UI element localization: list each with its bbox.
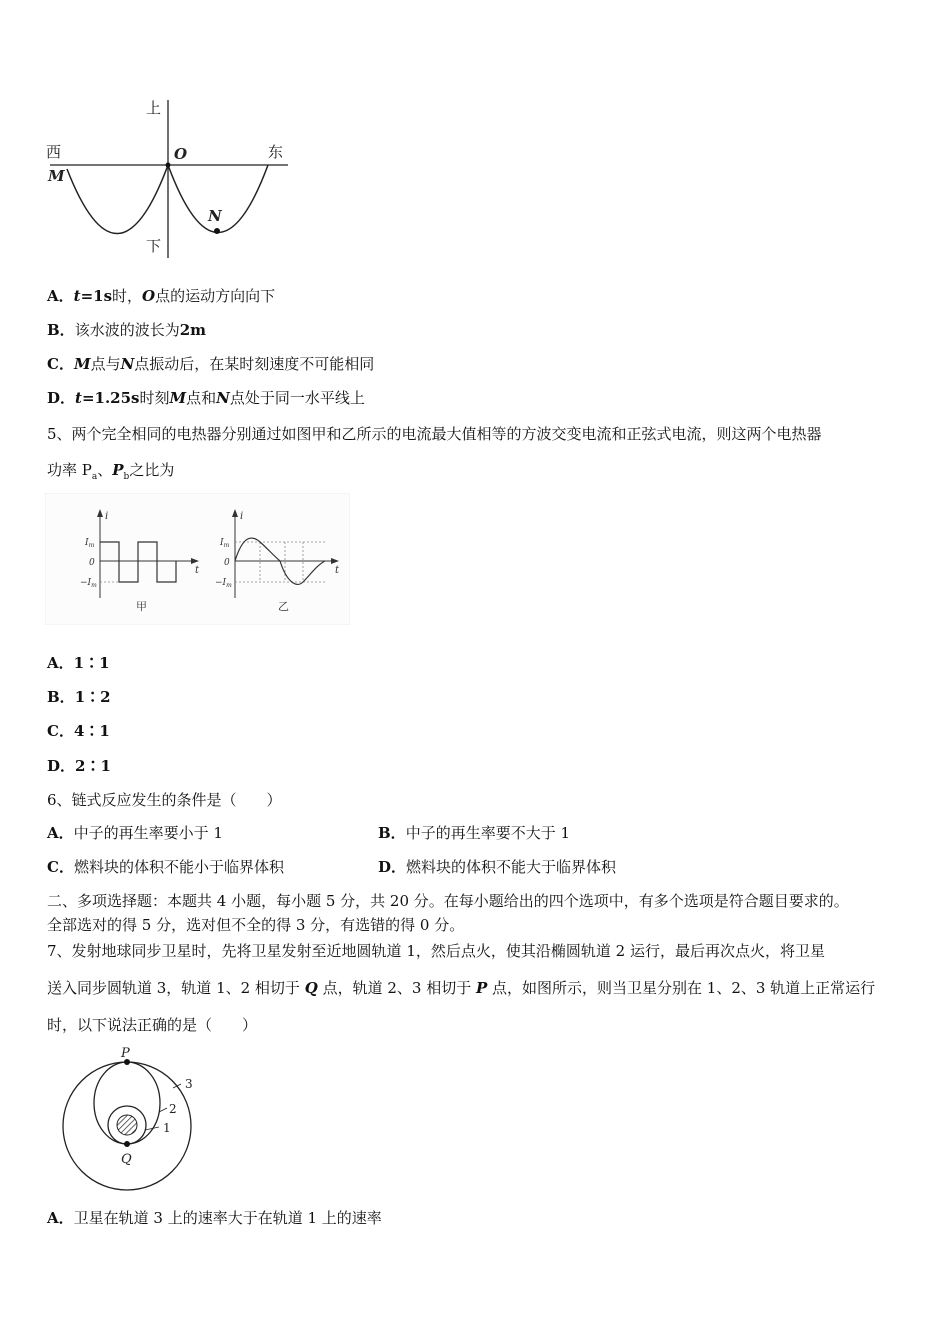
earth (117, 1115, 137, 1135)
q4-option-d: D．t=1.25s时刻M点和N点处于同一水平线上 (47, 389, 365, 407)
label-down: 下 (146, 237, 162, 255)
q7-line2: 送入同步圆轨道 3，轨道 1、2 相切于 Q 点，轨道 2、3 相切于 P 点，如图所示，则当卫星分别在 1、2、3 轨道上正常运行 (47, 979, 876, 997)
sin-negIm-label: $-I_m$ (215, 578, 232, 589)
label-M: M (48, 167, 65, 185)
q4-option-b: B．该水波的波长为2m (47, 321, 207, 339)
sin-t-label: t (335, 565, 340, 576)
sq-Im-label: $I_m$ (85, 538, 95, 549)
q4-option-c: C．M点与N点振动后，在某时刻速度不可能相同 (47, 355, 375, 373)
yi-label: 乙 (278, 600, 289, 613)
q5-stem-line2: 功率 $P_a$、$P_b$之比为 (47, 461, 175, 482)
label-N: N (208, 207, 222, 225)
section2-line1: 二、多项选择题：本题共 4 小题，每小题 5 分，共 20 分。在每小题给出的四个选项中，有多个选项是符合题目要求的。 (47, 892, 849, 910)
label-Q: Q (121, 1152, 132, 1167)
current-figure (45, 493, 350, 625)
q6-option-c: C．燃料块的体积不能小于临界体积 (47, 858, 284, 876)
q6-option-d: D．燃料块的体积不能大于临界体积 (378, 858, 617, 876)
q5-option-d: D．2∶1 (47, 757, 111, 775)
jia-label: 甲 (136, 600, 147, 613)
sin-Im-label: $I_m$ (220, 538, 230, 549)
label-up: 上 (146, 99, 162, 117)
point-O (166, 163, 171, 168)
label-orbit3: 3 (185, 1077, 193, 1091)
wave-figure (40, 95, 300, 265)
q7-line3: 时，以下说法正确的是（ ） (47, 1016, 258, 1034)
point-N (214, 228, 220, 234)
label-west: 西 (46, 143, 62, 161)
label-P: P (121, 1046, 130, 1061)
label-orbit1: 1 (163, 1121, 171, 1135)
sq-i-label: i (105, 511, 109, 522)
q6-option-a: A．中子的再生率要小于 1 (47, 824, 223, 842)
q5-stem-line1: 5、两个完全相同的电热器分别通过如图甲和乙所示的电流最大值相等的方波交变电流和正弦式电流，则这两个电热器 (47, 425, 822, 443)
point-Q (124, 1141, 130, 1147)
label-O: O (174, 145, 188, 163)
q6-option-b: B．中子的再生率要不大于 1 (378, 824, 571, 842)
q5-option-c: C．4∶1 (47, 722, 110, 740)
label-east: 东 (268, 143, 284, 161)
q7-option-a: A．卫星在轨道 3 上的速率大于在轨道 1 上的速率 (47, 1209, 382, 1227)
q5-option-b: B．1∶2 (47, 688, 111, 706)
section2-line2: 全部选对的得 5 分，选对但不全的得 3 分，有选错的得 0 分。 (47, 916, 465, 934)
sin-zero-label: 0 (224, 558, 230, 568)
q5-option-a: A．1∶1 (47, 654, 110, 672)
q4-option-a: A．t=1s时，O点的运动方向向下 (47, 287, 276, 305)
sq-negIm-label: $-I_m$ (80, 578, 97, 589)
orbit-figure (55, 1040, 215, 1205)
sq-t-label: t (195, 565, 200, 576)
sin-i-label: i (240, 511, 244, 522)
q6-stem: 6、链式反应发生的条件是（ ） (47, 791, 282, 809)
sq-zero-label: 0 (89, 558, 95, 568)
label-orbit2: 2 (169, 1102, 177, 1116)
q7-line1: 7、发射地球同步卫星时，先将卫星发射至近地圆轨道 1，然后点火，使其沿椭圆轨道 2 运行，最后再次点火，将卫星 (47, 942, 825, 960)
